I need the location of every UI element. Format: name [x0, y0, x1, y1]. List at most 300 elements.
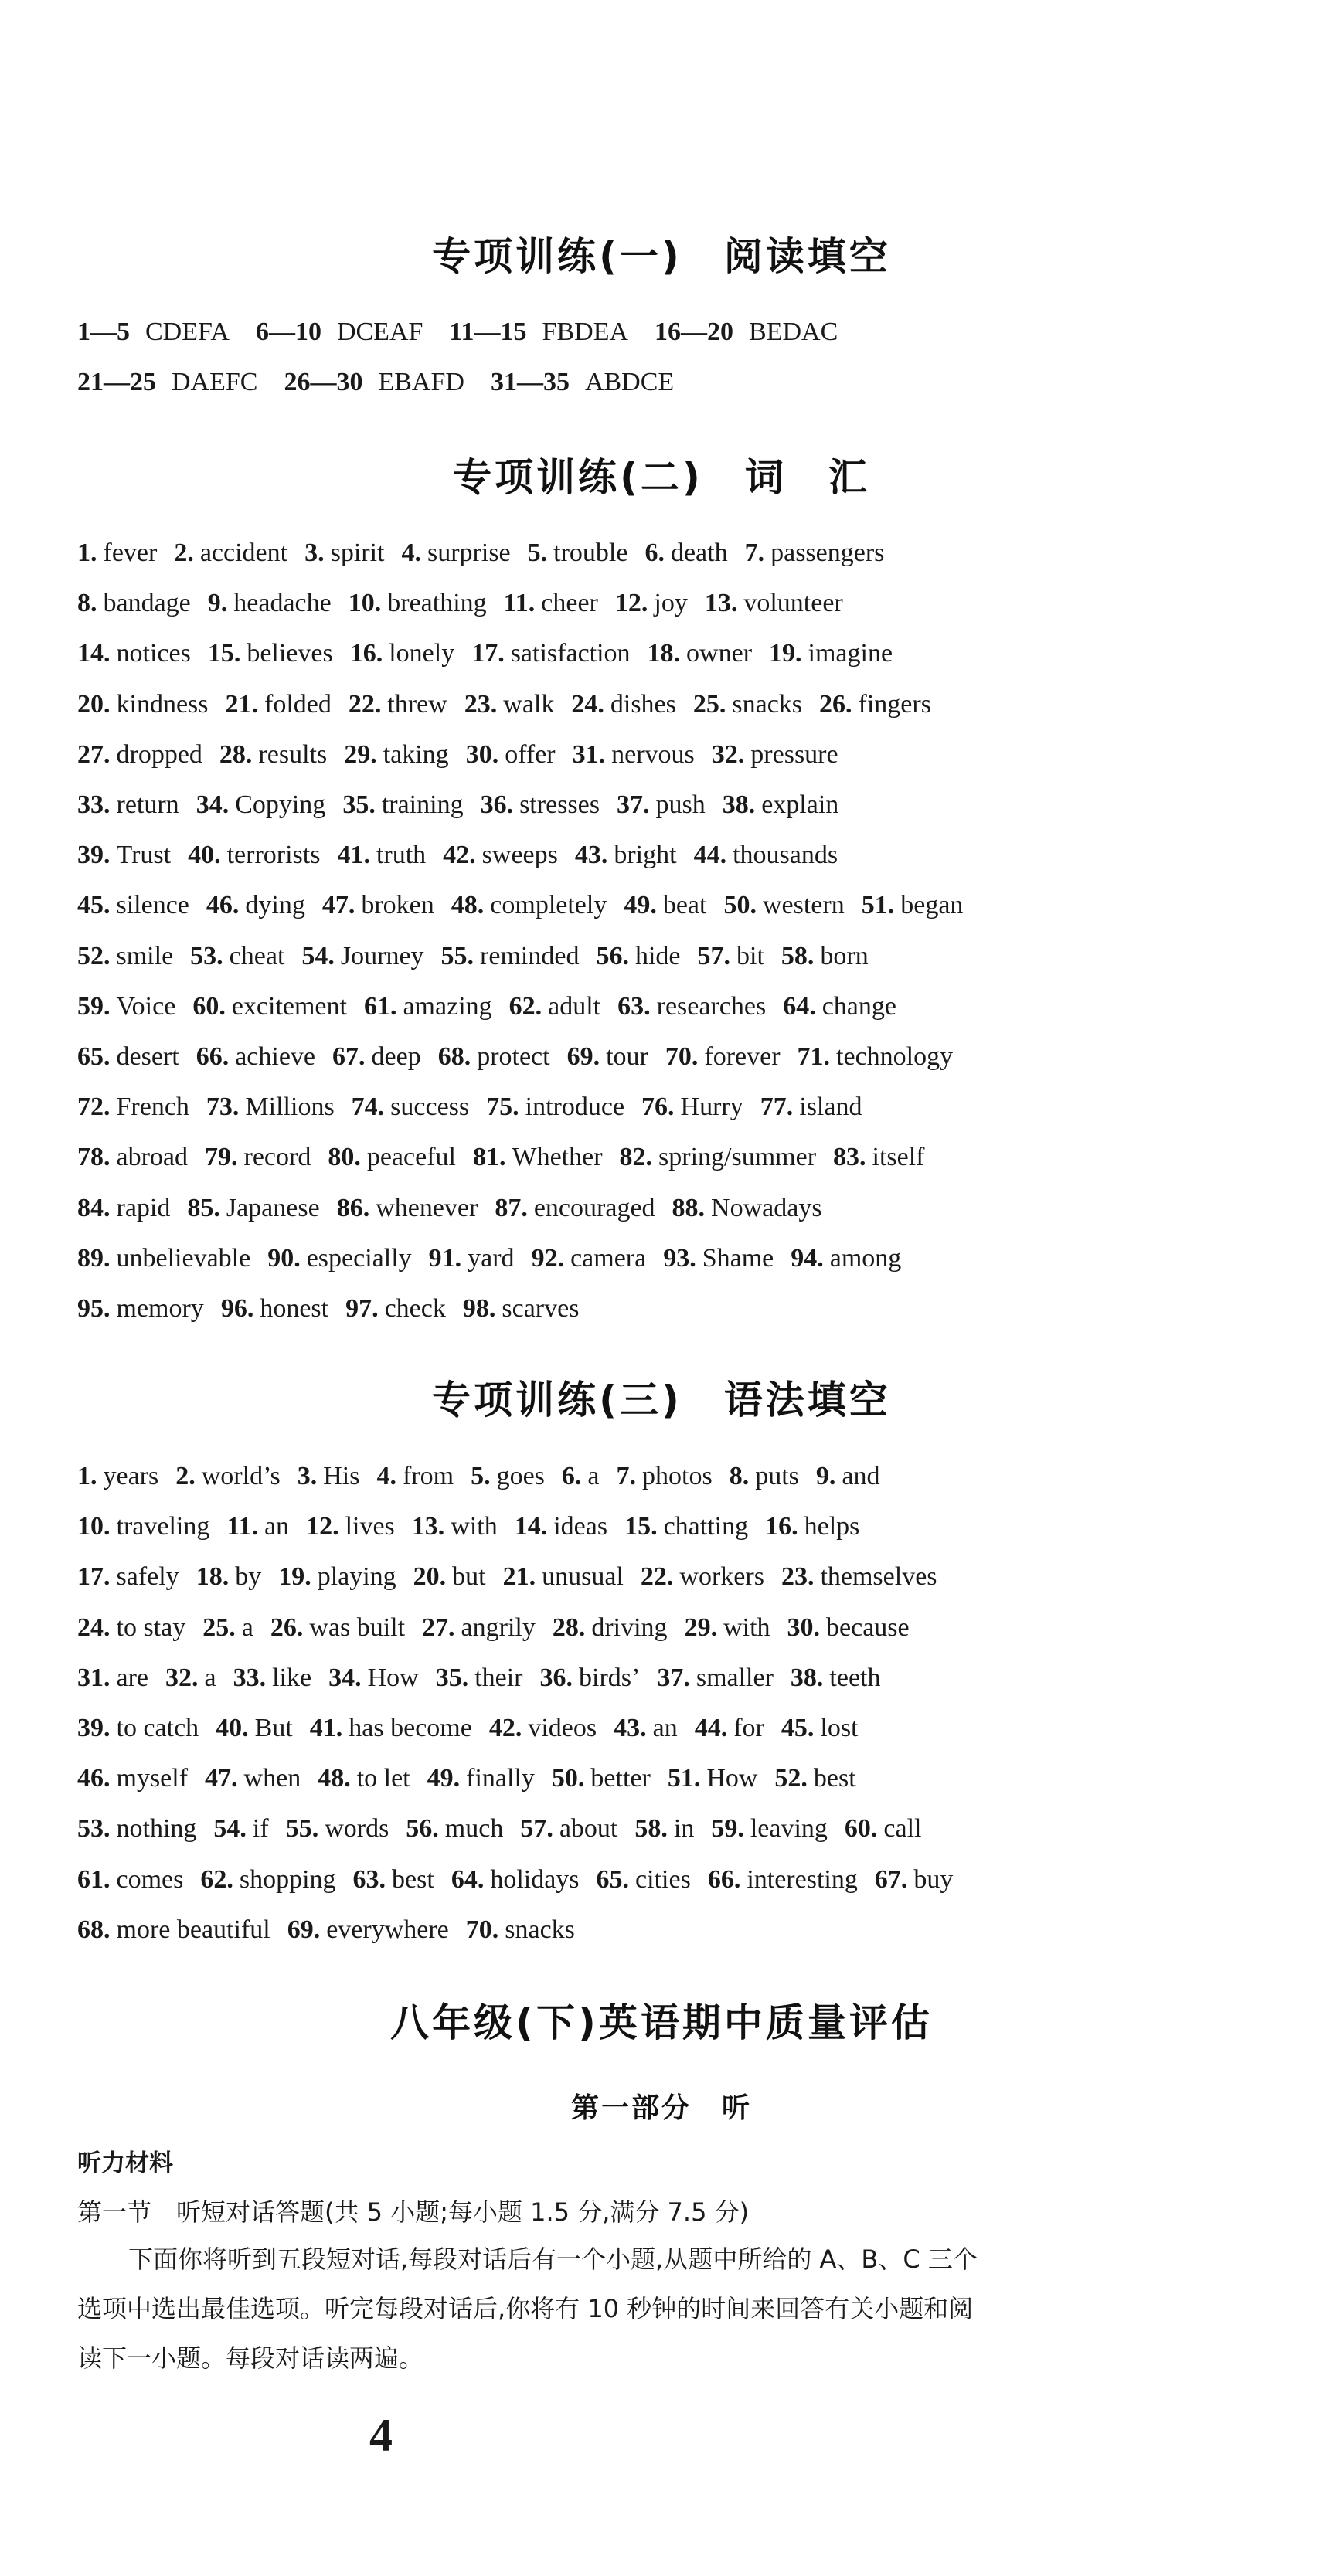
answer-text: shopping: [239, 1864, 336, 1894]
answer-text: How: [367, 1663, 419, 1692]
answer-item: [429, 1244, 515, 1273]
answer-number: 64.: [783, 991, 816, 1021]
answer-number: 45.: [77, 891, 111, 920]
answer-item: [205, 1764, 301, 1793]
answer-item: [337, 841, 426, 869]
answer-item: [663, 1244, 774, 1273]
answer-item: [503, 1562, 624, 1591]
answer-item: [278, 1562, 396, 1591]
answer-item: [77, 1042, 179, 1071]
answer-item: [267, 1244, 411, 1273]
answer-number: 61.: [77, 1864, 111, 1894]
answer-text: death: [670, 539, 728, 567]
answer-number: 23.: [781, 1562, 815, 1592]
answer-line: [77, 586, 860, 620]
answer-number: 57.: [697, 941, 730, 970]
answer-text: years: [103, 1462, 159, 1490]
answer-text: a: [241, 1613, 253, 1642]
answer-number: 36.: [480, 790, 514, 819]
answer-text: bright: [614, 841, 677, 870]
answer-number: 16.: [765, 1512, 798, 1541]
answer-text: headache: [233, 589, 332, 618]
answer-number: 1—5: [77, 318, 130, 346]
answer-text: to let: [356, 1764, 410, 1793]
answer-number: 53.: [190, 941, 223, 970]
answer-item: [624, 891, 706, 919]
answer-number: 44.: [694, 1714, 728, 1742]
answer-text: chatting: [663, 1512, 749, 1541]
answer-text: goes: [496, 1462, 545, 1490]
answer-item: [575, 841, 677, 869]
answer-number: 63.: [352, 1864, 386, 1894]
answer-text: traveling: [116, 1512, 210, 1541]
answer-text: driving: [591, 1613, 668, 1642]
answer-text: buy: [913, 1864, 954, 1894]
answer-number: 50.: [723, 891, 757, 920]
answer-number: 14.: [77, 639, 111, 668]
answer-number: 25.: [692, 689, 726, 719]
answer-number: 35.: [435, 1663, 469, 1692]
answer-number: 2.: [174, 539, 194, 567]
answer-number: 27.: [422, 1613, 455, 1642]
answer-number: 38.: [790, 1663, 824, 1692]
answer-number: 48.: [318, 1764, 351, 1793]
answer-item: [466, 1915, 575, 1944]
answer-text: passengers: [770, 539, 885, 567]
instruction-paragraph-line-3: 读下一小题。每段对话读两遍。: [77, 2343, 424, 2373]
answer-number: 33.: [77, 790, 111, 819]
answer-number: 95.: [77, 1294, 111, 1323]
instruction-paragraph-line-1: 下面你将听到五段短对话,每段对话后有一个小题,从题中所给的 A、B、C 三个: [128, 2245, 978, 2274]
answer-item: [596, 942, 680, 970]
answer-number: 32.: [711, 739, 745, 769]
answer-text: about: [559, 1814, 618, 1844]
answer-item: [77, 790, 179, 819]
answer-number: 64.: [451, 1864, 485, 1894]
answer-item: [567, 1042, 648, 1071]
answer-item: [187, 1194, 319, 1222]
answer-text: protect: [477, 1042, 550, 1071]
answer-item: [655, 318, 838, 346]
answer-number: 69.: [566, 1042, 600, 1071]
answer-item: [791, 1664, 881, 1692]
answer-item: [464, 690, 555, 719]
answer-number: 34.: [328, 1663, 362, 1692]
answer-item: [745, 539, 885, 567]
answer-item: [77, 740, 202, 769]
answer-text: if: [252, 1814, 269, 1844]
answer-text: call: [883, 1814, 922, 1844]
answer-number: 79.: [205, 1143, 238, 1172]
answer-number: 65.: [596, 1864, 630, 1894]
answer-item: [175, 1462, 281, 1490]
answer-number: 21.: [502, 1562, 536, 1592]
answer-text: photos: [642, 1462, 713, 1490]
answer-item: [862, 891, 964, 919]
answer-text: cities: [635, 1864, 691, 1894]
answer-text: lost: [820, 1714, 859, 1742]
answer-text: memory: [116, 1294, 204, 1323]
answer-text: and: [842, 1462, 880, 1490]
answer-text: How: [706, 1764, 758, 1793]
answer-number: 38.: [722, 790, 756, 819]
answer-item: [617, 790, 706, 819]
answer-text: believes: [247, 639, 333, 668]
answer-text: beat: [662, 891, 707, 920]
answer-item: [495, 1194, 655, 1222]
answer-item: [256, 318, 423, 346]
answer-item: [202, 1613, 253, 1642]
answer-item: [364, 992, 492, 1021]
answer-text: words: [325, 1814, 389, 1844]
answer-number: 72.: [77, 1093, 111, 1122]
answer-text: stresses: [519, 790, 600, 819]
answer-text: when: [243, 1764, 301, 1793]
answer-number: 86.: [336, 1193, 370, 1222]
answer-text: whenever: [376, 1193, 478, 1222]
answer-number: 14.: [514, 1512, 548, 1541]
answer-number: 37.: [657, 1663, 690, 1692]
answer-item: [672, 1194, 822, 1222]
answer-item: [77, 1244, 250, 1273]
answer-item: [226, 1512, 289, 1541]
answer-number: 40.: [188, 841, 221, 870]
answer-text: DCEAF: [336, 318, 423, 346]
answer-number: 18.: [647, 639, 681, 668]
answer-item: [783, 992, 896, 1021]
answer-item: [77, 1143, 188, 1171]
answer-text: everywhere: [326, 1915, 449, 1944]
listening-material-label: 听力材料: [77, 2149, 173, 2177]
answer-line: [77, 1913, 592, 1947]
answer-line: [77, 788, 855, 822]
answer-line: [77, 1191, 839, 1225]
answer-text: a: [587, 1462, 600, 1490]
answer-number: 88.: [672, 1193, 706, 1222]
answer-item: [711, 1814, 828, 1843]
answer-text: Journey: [340, 941, 424, 970]
answer-item: [306, 1512, 395, 1541]
answer-text: introduce: [525, 1093, 625, 1122]
answer-text: unusual: [542, 1562, 624, 1592]
answer-text: puts: [755, 1462, 799, 1490]
answer-item: [77, 639, 191, 668]
answer-text: dropped: [116, 739, 202, 769]
answer-number: 39.: [77, 841, 111, 870]
answer-number: 29.: [684, 1613, 718, 1642]
answer-number: 37.: [616, 790, 650, 819]
answer-item: [284, 368, 464, 396]
section-instruction: 第一节 听短对话答题(共 5 小题;每小题 1.5 分,满分 7.5 分): [77, 2197, 750, 2227]
answer-text: hide: [634, 941, 681, 970]
answer-text: check: [384, 1294, 446, 1323]
answer-text: push: [655, 790, 706, 819]
answer-text: to catch: [116, 1714, 199, 1742]
answer-number: 11.: [503, 589, 536, 618]
answer-item: [833, 1143, 924, 1171]
answer-item: [413, 1562, 486, 1591]
answer-text: forever: [704, 1042, 781, 1071]
answer-number: 5.: [471, 1462, 491, 1490]
answer-item: [668, 1764, 758, 1793]
answer-number: 70.: [665, 1042, 699, 1071]
answer-item: [781, 1562, 937, 1591]
answer-number: 75.: [486, 1093, 519, 1122]
answer-number: 43.: [614, 1714, 647, 1742]
answer-text: imagine: [808, 639, 893, 668]
answer-text: an: [264, 1512, 290, 1541]
answer-number: 22.: [640, 1562, 674, 1592]
answer-text: unbelievable: [116, 1243, 251, 1273]
answer-item: [705, 589, 843, 617]
answer-text: cheat: [229, 941, 285, 970]
answer-item: [77, 1462, 158, 1490]
answer-number: 15.: [207, 639, 241, 668]
answer-item: [641, 1093, 743, 1121]
answer-text: deep: [371, 1042, 421, 1071]
answer-number: 61.: [363, 991, 397, 1021]
answer-text: helps: [804, 1512, 860, 1541]
answer-item: [208, 589, 332, 617]
answer-item: [200, 1865, 335, 1894]
answer-item: [657, 1664, 774, 1692]
answer-text: playing: [317, 1562, 396, 1592]
part-title: 第一部分 听: [570, 2092, 752, 2124]
answer-text: bit: [736, 941, 764, 970]
answer-item: [77, 1613, 185, 1642]
answer-number: 1.: [77, 539, 97, 567]
answer-item: [471, 1462, 545, 1490]
answer-number: 90.: [267, 1243, 301, 1273]
answer-item: [77, 1294, 204, 1323]
answer-number: 55.: [440, 941, 474, 970]
answer-line: [77, 838, 855, 872]
answer-item: [422, 1613, 536, 1642]
answer-number: 65.: [77, 1042, 111, 1071]
answer-item: [489, 1714, 597, 1742]
answer-item: [208, 639, 333, 668]
answer-number: 62.: [200, 1864, 233, 1894]
answer-text: fever: [103, 539, 158, 567]
answer-item: [221, 1294, 328, 1323]
answer-item: [77, 318, 230, 346]
answer-item: [219, 740, 327, 769]
answer-number: 46.: [206, 891, 240, 920]
answer-text: surprise: [427, 539, 511, 567]
answer-line: [77, 1040, 970, 1074]
answer-number: 60.: [844, 1814, 878, 1844]
answer-text: much: [444, 1814, 504, 1844]
answer-number: 51.: [861, 891, 895, 920]
answer-number: 91.: [428, 1243, 462, 1273]
answer-item: [471, 639, 630, 668]
answer-number: 53.: [77, 1814, 111, 1844]
answer-number: 24.: [571, 689, 604, 719]
answer-text: angrily: [461, 1613, 536, 1642]
answer-item: [463, 1294, 580, 1323]
answer-number: 54.: [213, 1814, 247, 1844]
answer-line: [77, 1510, 876, 1544]
answer-item: [196, 1042, 315, 1071]
answer-item: [77, 1814, 196, 1843]
answer-text: Copying: [235, 790, 326, 819]
answer-number: 12.: [614, 589, 648, 618]
answer-text: smile: [116, 941, 174, 970]
answer-text: satisfaction: [510, 639, 631, 668]
answer-item: [441, 942, 580, 970]
answer-number: 21.: [225, 689, 258, 719]
answer-text: His: [323, 1462, 360, 1490]
answer-text: holidays: [490, 1864, 580, 1894]
answer-text: achieve: [235, 1042, 315, 1071]
answer-item: [615, 589, 688, 617]
answer-item: [481, 790, 600, 819]
answer-text: notices: [116, 639, 191, 668]
answer-number: 10.: [77, 1512, 111, 1541]
answer-text: by: [235, 1562, 262, 1592]
answer-text: broken: [361, 891, 434, 920]
answer-item: [712, 740, 838, 769]
answer-item: [438, 1042, 550, 1071]
answer-text: are: [116, 1663, 149, 1692]
answer-number: 41.: [337, 841, 370, 870]
answer-text: was built: [309, 1613, 406, 1642]
answer-text: technology: [836, 1042, 954, 1071]
answer-text: amazing: [403, 991, 492, 1021]
answer-text: from: [402, 1462, 454, 1490]
answer-item: [573, 740, 695, 769]
answer-number: 70.: [465, 1915, 499, 1944]
answer-line: [77, 315, 864, 349]
section-title-grammar-fill: 专项训练(三) 语法填空: [432, 1378, 891, 1422]
answer-text: sweeps: [481, 841, 558, 870]
answer-item: [486, 1093, 624, 1121]
answer-item: [412, 1512, 498, 1541]
answer-item: [723, 891, 844, 919]
answer-number: 4.: [401, 539, 421, 567]
answer-text: yard: [468, 1243, 515, 1273]
answer-item: [337, 1194, 478, 1222]
answer-text: Voice: [116, 991, 176, 1021]
answer-item: [528, 539, 628, 567]
answer-number: 60.: [192, 991, 226, 1021]
answer-text: fingers: [858, 689, 931, 719]
answer-item: [816, 1462, 880, 1490]
answer-text: desert: [116, 1042, 179, 1071]
answer-line: [77, 940, 886, 974]
answer-number: 81.: [472, 1143, 506, 1172]
answer-text: reminded: [480, 941, 580, 970]
answer-text: spring/summer: [658, 1143, 817, 1172]
answer-number: 1.: [77, 1462, 97, 1490]
answer-text: spirit: [330, 539, 385, 567]
answer-number: 9.: [207, 589, 228, 618]
answer-number: 11.: [226, 1512, 258, 1541]
answer-text: Millions: [245, 1093, 335, 1122]
answer-text: Hurry: [680, 1093, 743, 1122]
answer-item: [624, 1512, 748, 1541]
answer-number: 94.: [791, 1243, 824, 1273]
answer-item: [620, 1143, 816, 1171]
answer-item: [819, 690, 931, 719]
answer-number: 20.: [413, 1562, 447, 1592]
answer-number: 21—25: [77, 368, 156, 396]
answer-number: 11—15: [449, 318, 527, 346]
answer-text: with: [723, 1613, 770, 1642]
answer-item: [77, 942, 173, 970]
answer-item: [344, 740, 448, 769]
section-title-reading-fill: 专项训练(一) 阅读填空: [432, 234, 891, 279]
answer-text: Shame: [702, 1243, 774, 1273]
answer-item: [270, 1613, 405, 1642]
answer-item: [216, 1714, 293, 1742]
answer-number: 58.: [781, 941, 815, 970]
answer-number: 16—20: [655, 318, 734, 346]
answer-number: 22.: [348, 689, 382, 719]
answer-number: 48.: [451, 891, 485, 920]
answer-number: 93.: [663, 1243, 696, 1273]
answer-text: nervous: [611, 739, 695, 769]
answer-text: smaller: [696, 1663, 774, 1692]
answer-text: myself: [116, 1764, 189, 1793]
answer-item: [406, 1814, 503, 1843]
answer-item: [77, 1865, 183, 1894]
answer-item: [328, 1664, 419, 1692]
answer-line: [77, 688, 948, 722]
answer-item: [694, 841, 838, 869]
answer-item: [443, 841, 558, 869]
answer-text: itself: [872, 1143, 925, 1172]
answer-item: [196, 790, 326, 819]
answer-item: [634, 1814, 694, 1843]
answer-number: 26.: [270, 1613, 304, 1642]
answer-text: adult: [548, 991, 601, 1021]
answer-item: [781, 1714, 859, 1742]
answer-text: snacks: [505, 1915, 575, 1944]
answer-line: [77, 536, 901, 570]
answer-text: scarves: [502, 1294, 580, 1323]
answer-item: [787, 1613, 910, 1642]
answer-number: 71.: [797, 1042, 831, 1071]
answer-text: volunteer: [743, 589, 843, 618]
answer-line: [77, 1090, 879, 1124]
answer-text: abroad: [116, 1143, 189, 1172]
answer-text: Nowadays: [711, 1193, 822, 1222]
page-number: 4: [369, 2410, 393, 2461]
answer-number: 24.: [77, 1613, 111, 1642]
answer-number: 16.: [349, 639, 383, 668]
answer-number: 26.: [819, 689, 852, 719]
answer-text: because: [826, 1613, 910, 1642]
answer-text: has become: [349, 1714, 472, 1742]
answer-text: for: [733, 1714, 764, 1742]
answer-line: [77, 738, 855, 772]
answer-number: 67.: [332, 1042, 366, 1071]
answer-number: 17.: [471, 639, 505, 668]
answer-item: [504, 589, 598, 617]
answer-item: [436, 1664, 523, 1692]
answer-number: 67.: [874, 1864, 908, 1894]
answer-number: 43.: [574, 841, 608, 870]
answer-text: folded: [264, 689, 332, 719]
answer-item: [190, 942, 284, 970]
answer-number: 45.: [781, 1714, 815, 1742]
answer-item: [349, 690, 447, 719]
answer-number: 66.: [707, 1864, 741, 1894]
answer-item: [213, 1814, 268, 1843]
answer-number: 27.: [77, 739, 111, 769]
answer-line: [77, 1661, 898, 1695]
